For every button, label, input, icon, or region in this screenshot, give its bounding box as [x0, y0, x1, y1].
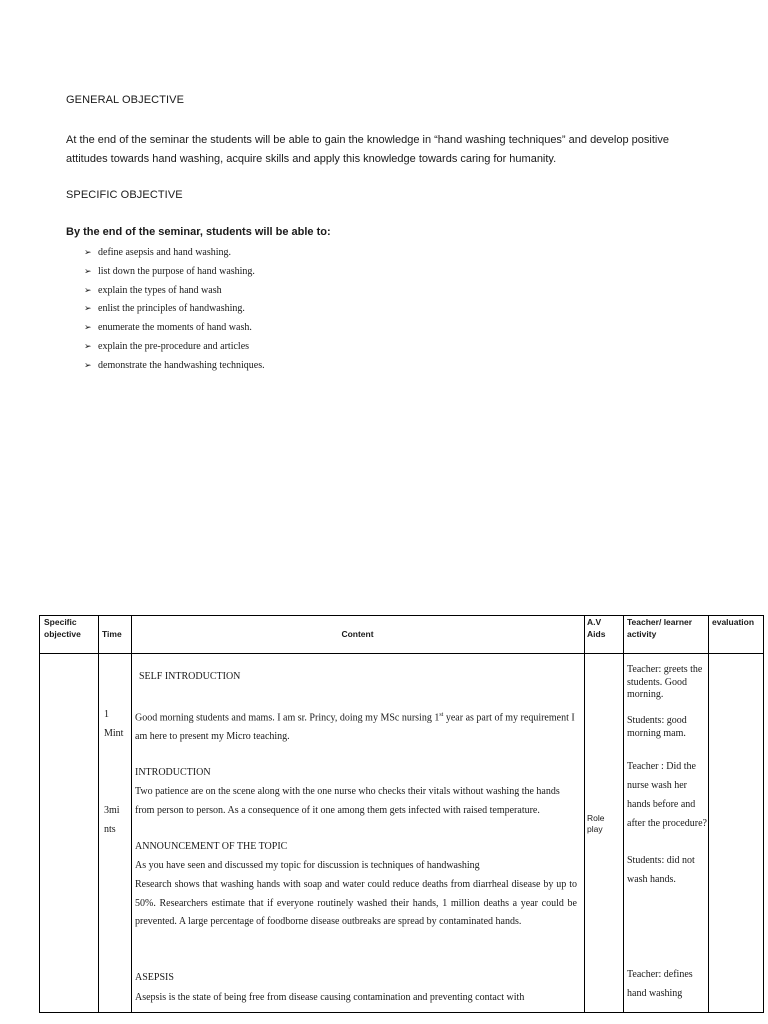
arrow-bullet-icon: ➢ — [84, 303, 92, 314]
header-evaluation: evaluation — [712, 617, 755, 627]
objective-list — [84, 245, 265, 377]
header-row-divider — [40, 653, 763, 654]
list-item-text: list down the purpose of hand washing. — [98, 265, 255, 277]
header-activity: Teacher/ learner activity — [627, 617, 693, 639]
specific-objective-heading: SPECIFIC OBJECTIVE — [66, 189, 183, 201]
time-cell: 1 Mint — [104, 709, 124, 739]
announcement-text: As you have seen and discussed my topic for discussion is techniques of handwashing — [135, 860, 480, 871]
arrow-bullet-icon: ➢ — [84, 340, 92, 351]
activity-defines: Teacher: defines hand washing — [627, 969, 693, 999]
asepsis-text: Asepsis is the state of being free from disease causing contamination and preventing contact with — [135, 992, 525, 1003]
list-item-text: enlist the principles of handwashing. — [98, 303, 245, 315]
list-item — [84, 339, 265, 358]
column-divider — [708, 616, 709, 1012]
announcement-title: ANNOUNCEMENT OF THE TOPIC — [135, 841, 288, 852]
activity-question: Teacher : Did the nurse wash her hands before and after the procedure? — [627, 761, 707, 829]
header-specific-objective: Specific objective — [44, 617, 81, 639]
list-item — [84, 283, 265, 302]
list-item-text: explain the pre-procedure and articles — [98, 340, 250, 352]
header-content: Content — [341, 629, 374, 639]
time-cell: 3mi nts — [104, 805, 120, 835]
list-item-text: explain the types of hand wash — [98, 284, 222, 296]
introduction-title: INTRODUCTION — [135, 767, 211, 778]
arrow-bullet-icon: ➢ — [84, 265, 92, 276]
self-introduction-text — [135, 706, 580, 746]
column-divider — [584, 616, 585, 1012]
activity-students-answer: Students: did not wash hands. — [627, 855, 695, 885]
column-divider — [98, 616, 99, 1012]
av-aids-cell: Role play — [587, 813, 605, 834]
self-introduction-text-end: year as part of my requirement I am here to present my Micro teaching. — [135, 712, 575, 742]
arrow-bullet-icon: ➢ — [84, 284, 92, 295]
asepsis-title: ASEPSIS — [135, 972, 174, 983]
list-item — [84, 264, 265, 283]
self-introduction-title: SELF INTRODUCTION — [139, 671, 241, 682]
list-item-text: enumerate the moments of hand wash. — [98, 322, 252, 334]
arrow-bullet-icon: ➢ — [84, 247, 92, 257]
specific-objective-intro: By the end of the seminar, students will be able to: — [66, 226, 331, 238]
activity-students-greet: Students: good morning mam. — [627, 715, 687, 739]
arrow-bullet-icon: ➢ — [84, 359, 92, 370]
introduction-text: Two patience are on the scene along with the one nurse who checks their vitals without washing the hands from person to person. As a consequence of it one among them gets infected with raised temperature. — [135, 786, 560, 816]
list-item — [84, 358, 265, 377]
header-av-aids: A.V Aids — [587, 617, 606, 639]
column-divider — [131, 616, 132, 1012]
general-objective-text: At the end of the seminar the students will be able to gain the knowledge in “hand washing techniques” and develop positive attitudes towards hand washing, acquire skills and apply this knowledge towards caring for humanity. — [66, 134, 669, 165]
arrow-bullet-icon: ➢ — [84, 322, 92, 333]
activity-greet: Teacher: greets the students. Good morning. — [627, 664, 703, 700]
header-time: Time — [102, 629, 122, 639]
column-divider — [623, 616, 624, 1012]
lesson-plan-table — [39, 615, 764, 1013]
general-objective-heading: GENERAL OBJECTIVE — [66, 94, 185, 106]
list-item — [84, 301, 265, 320]
self-introduction-text-start: Good morning students and mams. I am sr. Princy, doing my MSc nursing 1 — [135, 712, 440, 724]
research-text: Research shows that washing hands with soap and water could reduce deaths from diarrheal disease by up to 50%. Researchers estimate that if everyone routinely washed their hands, 1 million deaths a year could be prevented. A large percentage of foodborne disease outbreaks are spread by contaminated hands. — [135, 879, 577, 927]
list-item — [84, 320, 265, 339]
list-item-text: demonstrate the handwashing techniques. — [98, 359, 265, 371]
ordinal-superscript: st — [439, 712, 444, 718]
list-item-text: define asepsis and hand washing. — [98, 247, 232, 258]
list-item — [84, 245, 265, 264]
